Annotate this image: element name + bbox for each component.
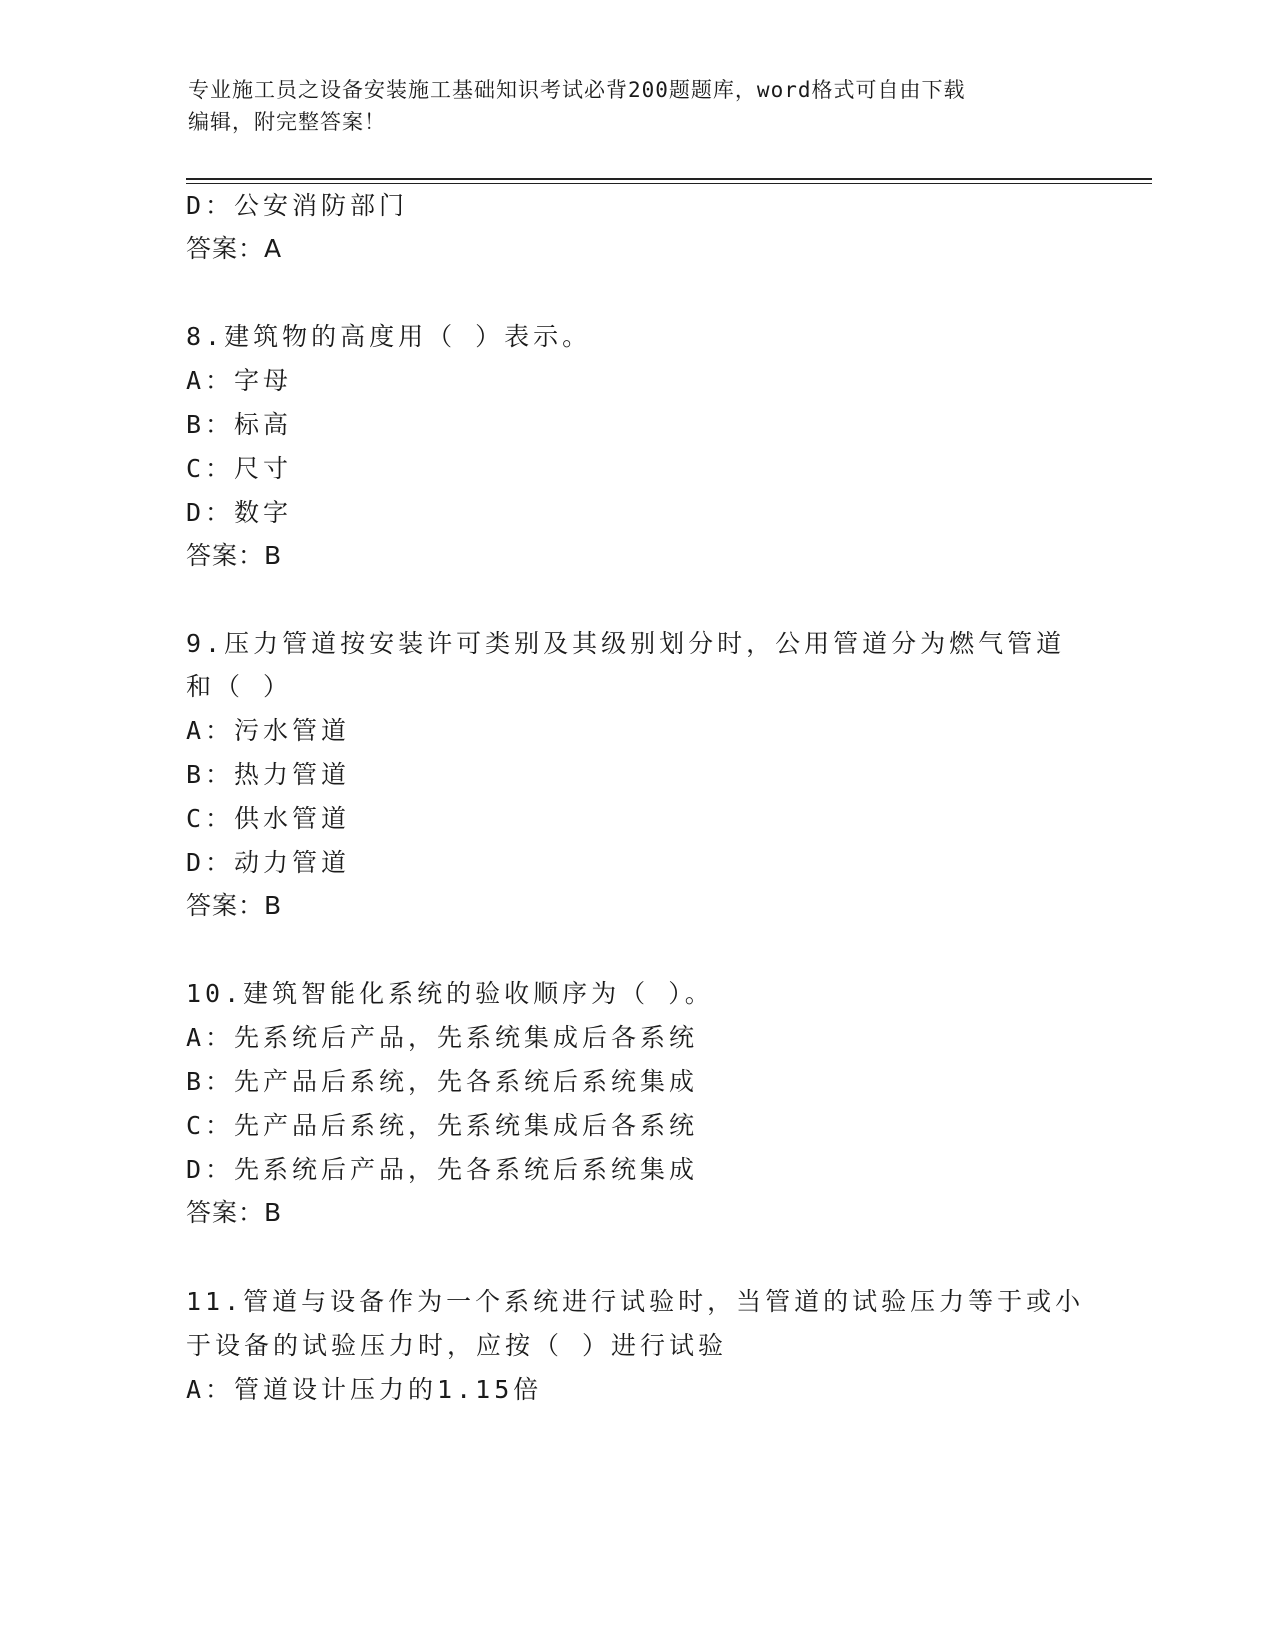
header-title-line2: 编辑，附完整答案！ bbox=[188, 110, 386, 134]
q9-answer: 答案：B bbox=[186, 891, 283, 920]
q11-stem-line2: 于设备的试验压力时，应按（ ）进行试验 bbox=[186, 1331, 728, 1360]
q10-option-a: A：先系统后产品，先系统集成后各系统 bbox=[186, 1023, 699, 1052]
header-title-line1: 专业施工员之设备安装施工基础知识考试必背200题题库，word格式可自由下载 bbox=[188, 78, 966, 102]
q9-option-c: C：供水管道 bbox=[186, 804, 351, 833]
q11-option-a: A：管道设计压力的1.15倍 bbox=[186, 1375, 543, 1404]
q10-stem: 10.建筑智能化系统的验收顺序为（ ）。 bbox=[186, 979, 714, 1008]
q9-option-d: D：动力管道 bbox=[186, 848, 351, 877]
header-divider-thin bbox=[186, 183, 1152, 184]
q8-stem: 8.建筑物的高度用（ ）表示。 bbox=[186, 322, 592, 351]
q9-stem-line2: 和（ ） bbox=[186, 672, 293, 701]
q8-option-a: A：字母 bbox=[186, 366, 293, 395]
header-divider-thick bbox=[186, 178, 1152, 180]
q9-stem-line1: 9.压力管道按安装许可类别及其级别划分时，公用管道分为燃气管道 bbox=[186, 629, 1066, 658]
q8-option-b: B：标高 bbox=[186, 410, 293, 439]
q10-answer: 答案：B bbox=[186, 1198, 283, 1227]
q8-option-d: D：数字 bbox=[186, 498, 293, 527]
q11-stem-line1: 11.管道与设备作为一个系统进行试验时，当管道的试验压力等于或小 bbox=[186, 1287, 1085, 1316]
q7-option-d: D：公安消防部门 bbox=[186, 191, 409, 220]
q10-option-d: D：先系统后产品，先各系统后系统集成 bbox=[186, 1155, 699, 1184]
q10-option-c: C：先产品后系统，先系统集成后各系统 bbox=[186, 1111, 699, 1140]
q7-answer: 答案：A bbox=[186, 234, 283, 263]
q9-option-b: B：热力管道 bbox=[186, 760, 351, 789]
q10-option-b: B：先产品后系统，先各系统后系统集成 bbox=[186, 1067, 699, 1096]
q8-option-c: C：尺寸 bbox=[186, 454, 293, 483]
q9-option-a: A：污水管道 bbox=[186, 716, 351, 745]
document-header bbox=[188, 74, 1068, 138]
q8-answer: 答案：B bbox=[186, 541, 283, 570]
